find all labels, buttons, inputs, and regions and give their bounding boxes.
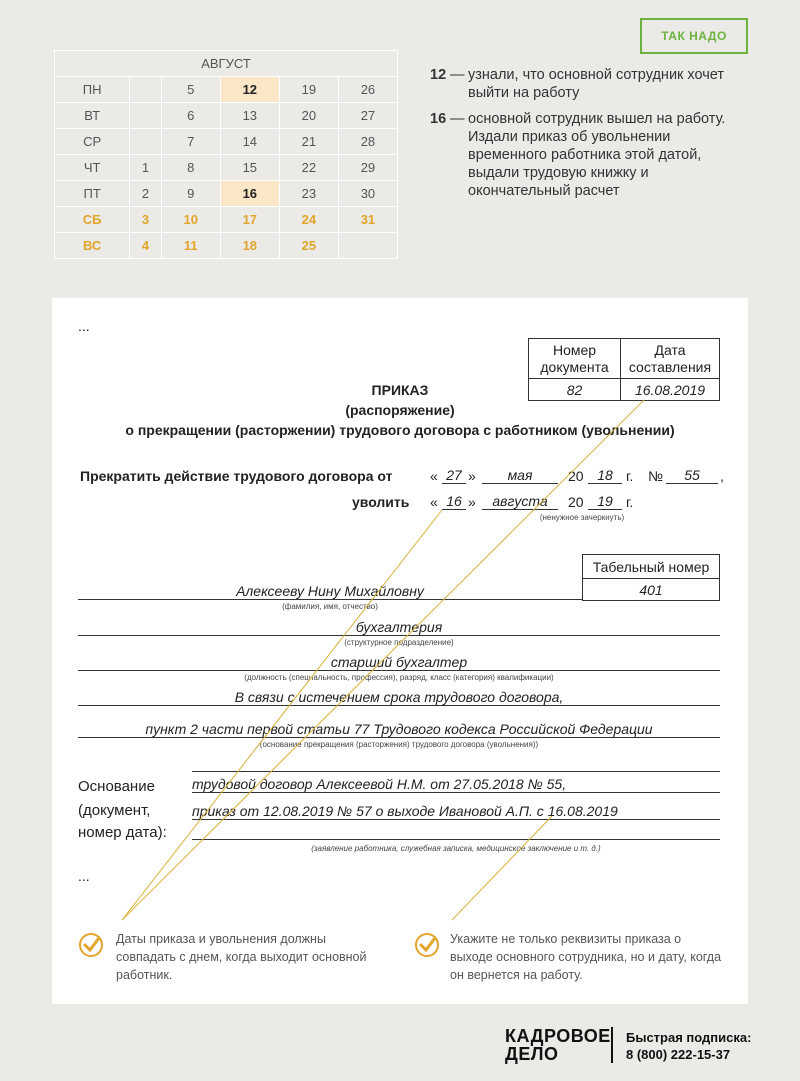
quote-close: » <box>468 494 476 510</box>
calendar-cell: 9 <box>161 181 220 207</box>
reason-line-1: В связи с истечением срока трудового договора, <box>78 688 720 706</box>
calendar-cell: 2 <box>130 181 161 207</box>
calendar-cell: 13 <box>220 103 279 129</box>
pointer-line <box>122 400 644 920</box>
subscription-label: Быстрая подписка: <box>626 1030 752 1045</box>
year-prefix: 20 <box>568 494 584 510</box>
year-prefix: 20 <box>568 468 584 484</box>
calendar-cell: 27 <box>338 103 397 129</box>
tab-number-value: 401 <box>583 579 720 601</box>
footer-divider <box>611 1027 613 1063</box>
calendar-cell: 22 <box>279 155 338 181</box>
dismiss-label: уволить <box>352 494 410 510</box>
number-sign: № <box>648 468 664 484</box>
checkmark-icon <box>414 932 440 958</box>
weekday-label: ПТ <box>55 181 130 207</box>
calendar-cell: 15 <box>220 155 279 181</box>
calendar-cell: 26 <box>338 77 397 103</box>
basis-label-1: Основание <box>78 778 155 795</box>
doc-number-header: Номер документа <box>529 339 621 379</box>
calendar-cell <box>130 103 161 129</box>
terminate-month: мая <box>482 466 558 484</box>
tip-text: Даты приказа и увольнения должны совпадать с днем, когда выходит основной работник. <box>116 932 367 982</box>
calendar-row <box>55 77 398 103</box>
title-disposal: (распоряжение) <box>345 402 455 418</box>
brand-logo <box>505 1027 611 1063</box>
calendar-row <box>55 129 398 155</box>
calendar-cell <box>130 129 161 155</box>
year-suffix: г. <box>626 494 634 510</box>
pointer-lines <box>52 298 748 1004</box>
note-item <box>430 66 750 102</box>
calendar-cell: 19 <box>279 77 338 103</box>
order-document <box>52 298 748 1004</box>
calendar-cell: 8 <box>161 155 220 181</box>
calendar-cell: 6 <box>161 103 220 129</box>
department-note: (структурное подразделение) <box>344 638 454 647</box>
note-item <box>430 110 750 200</box>
basis-line-1: трудовой договор Алексеевой Н.М. от 27.05.2018 № 55, <box>192 775 720 793</box>
tip-text: Укажите не только реквизиты приказа о выходе основного сотрудника, но и дату, когда он вернется на работу. <box>450 932 722 982</box>
calendar-row <box>55 181 398 207</box>
calendar-cell: 4 <box>130 233 161 259</box>
calendar-row <box>55 155 398 181</box>
year-suffix: г. <box>626 468 634 484</box>
calendar-cell: 1 <box>130 155 161 181</box>
note-dash: — <box>450 67 465 83</box>
calendar-cell: 17 <box>220 207 279 233</box>
calendar-cell: 23 <box>279 181 338 207</box>
title-subject: о прекращении (расторжении) трудового договора с работником (увольнении) <box>125 422 675 438</box>
department: бухгалтерия <box>78 618 720 636</box>
calendar-month: АВГУСТ <box>55 51 398 77</box>
title-order: ПРИКАЗ <box>371 382 429 398</box>
weekday-label: ПН <box>55 77 130 103</box>
calendar-cell: 30 <box>338 181 397 207</box>
calendar-row-weekend <box>55 233 398 259</box>
strike-note: (ненужное зачеркнуть) <box>539 513 625 522</box>
subscription-phone: 8 (800) 222-15-37 <box>626 1047 731 1062</box>
tab-number-header: Табельный номер <box>583 555 720 579</box>
brand-line-2: ДЕЛО <box>505 1044 559 1064</box>
note-dash: — <box>450 111 465 127</box>
note-text: узнали, что основной сотрудник хочет выйти на работу <box>468 67 725 101</box>
terminate-year: 18 <box>588 466 622 484</box>
calendar-cell <box>130 77 161 103</box>
notes <box>430 66 750 208</box>
note-date: 16 <box>430 111 447 127</box>
calendar-row <box>55 103 398 129</box>
basis-note: (заявление работника, служебная записка, медицинское заключение и т. д.) <box>311 844 601 853</box>
job-position: старший бухгалтер <box>78 653 720 671</box>
terminate-label: Прекратить действие трудового договора от <box>80 468 393 484</box>
calendar-cell: 7 <box>161 129 220 155</box>
calendar-cell: 14 <box>220 129 279 155</box>
calendar-cell: 21 <box>279 129 338 155</box>
calendar-cell: 20 <box>279 103 338 129</box>
checkmark-icon <box>78 932 104 958</box>
ellipsis-bottom: ... <box>78 868 90 884</box>
job-position-note: (должность (специальность, профессия), разряд, класс (категория) квалификации) <box>244 673 554 682</box>
quote-open: « <box>430 494 438 510</box>
dismiss-day: 16 <box>442 492 466 510</box>
calendar <box>54 50 398 259</box>
dismiss-month: августа <box>482 492 558 510</box>
terminate-number: 55 <box>666 466 718 484</box>
calendar-cell: 31 <box>338 207 397 233</box>
doc-number-value: 82 <box>529 379 621 401</box>
quote-open: « <box>430 468 438 484</box>
calendar-cell: 18 <box>220 233 279 259</box>
calendar-cell-highlight: 12 <box>220 77 279 103</box>
basis-label-3: номер дата): <box>78 824 167 841</box>
calendar-row-weekend <box>55 207 398 233</box>
calendar-cell <box>338 233 397 259</box>
terminate-day: 27 <box>442 466 466 484</box>
employee-name: Алексееву Нину Михайловну <box>78 582 582 600</box>
weekday-label: ВТ <box>55 103 130 129</box>
comma: , <box>720 468 724 484</box>
calendar-cell: 11 <box>161 233 220 259</box>
employee-name-note: (фамилия, имя, отчество) <box>282 602 378 611</box>
basis-label-2: (документ, <box>78 802 151 819</box>
weekday-label: ЧТ <box>55 155 130 181</box>
calendar-cell: 29 <box>338 155 397 181</box>
calendar-cell: 3 <box>130 207 161 233</box>
reason-note: (основание прекращения (расторжения) трудового договора (увольнения)) <box>259 740 539 749</box>
brand-line-1: КАДРОВОЕ <box>505 1026 611 1046</box>
subscription-info <box>626 1029 751 1063</box>
calendar-cell: 25 <box>279 233 338 259</box>
quote-close: » <box>468 468 476 484</box>
calendar-cell: 10 <box>161 207 220 233</box>
calendar-cell: 5 <box>161 77 220 103</box>
pointer-line <box>122 510 442 920</box>
calendar-cell-highlight: 16 <box>220 181 279 207</box>
weekday-label: ВС <box>55 233 130 259</box>
calendar-cell: 28 <box>338 129 397 155</box>
doc-date-header: Дата составления <box>621 339 720 379</box>
note-text: основной сотрудник вышел на работу. Издали приказ об увольнении временного работника этой датой, выдали трудовую книжку и окончательный расчет <box>468 111 726 199</box>
stamp-label: ТАК НАДО <box>640 18 748 54</box>
basis-line-2: приказ от 12.08.2019 № 57 о выходе Ивановой А.П. с 16.08.2019 <box>192 802 720 820</box>
reason-line-2: пункт 2 части первой статьи 77 Трудового кодекса Российской Федерации <box>78 720 720 738</box>
dismiss-year: 19 <box>588 492 622 510</box>
weekday-label: СБ <box>55 207 130 233</box>
weekday-label: СР <box>55 129 130 155</box>
note-date: 12 <box>430 67 447 83</box>
doc-date-value: 16.08.2019 <box>621 379 720 401</box>
pointer-line <box>452 816 552 920</box>
calendar-cell: 24 <box>279 207 338 233</box>
ellipsis-top: ... <box>78 318 90 334</box>
